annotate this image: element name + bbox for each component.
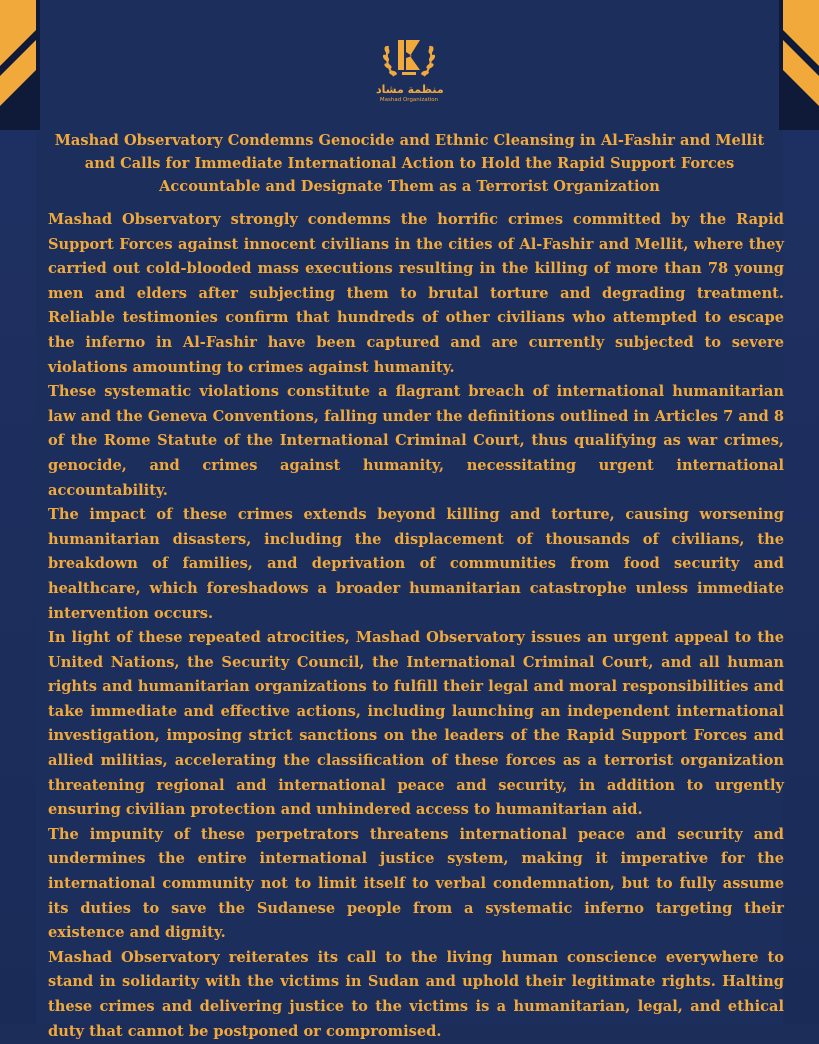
logo-english-name: Mashad Organization bbox=[379, 97, 439, 103]
statement-title: Mashad Observatory Condemns Genocide and Ethnic Cleansing in Al-Fashir and Mellit and Calls for Immediate International Action to Hold the Rapid Support Forces Accountable and Designate Them as a Terrorist Organization bbox=[54, 132, 765, 195]
paragraph: In light of these repeated atrocities, Mashad Observatory issues an urgent appeal to the United Nations, the Security Council, the International Criminal Court, and all human rights and humanitarian organizations to fulfill their legal and moral responsibilities and take immediate and effective actions, including launching an independent international investigation, imposing strict sanctions on the leaders of the Rapid Support Forces and allied militias, accelerating the classification of these forces as a terrorist organization threatening regional and international peace and security, in addition to urgently ensuring civilian protection and unhindered access to humanitarian aid. bbox=[48, 629, 784, 819]
logo-arabic-name: منظمة مشاد bbox=[376, 83, 444, 96]
paragraph: These systematic violations constitute a flagrant breach of international humanitarian law and the Geneva Conventions, falling under the definitions outlined in Articles 7 and 8 of the Rome Statute of the International Criminal Court, thus qualifying as war crimes, genocide, and crimes against humanity, necessitating urgent international accountability. bbox=[48, 383, 784, 499]
decorative-corner-left bbox=[0, 0, 40, 130]
decorative-corner-right bbox=[779, 0, 819, 130]
paragraph: The impunity of these perpetrators threatens international peace and security and undermines the entire international justice system, making it imperative for the international community not to limit itself to verbal condemnation, but to fully assume its duties to save the Sudanese people from a systematic inferno targeting their existence and dignity. bbox=[48, 825, 784, 942]
paragraph: The impact of these crimes extends beyond killing and torture, causing worsening humanitarian disasters, including the displacement of thousands of civilians, the breakdown of families, and deprivation of communities from food security and healthcare, which foreshadows a broader humanitarian catastrophe unless immediate intervention occurs. bbox=[48, 506, 784, 622]
statement-body bbox=[48, 208, 784, 1044]
paragraph: Mashad Observatory strongly condemns the horrific crimes committed by the Rapid Support Forces against innocent civilians in the cities of Al-Fashir and Mellit, where they carried out cold-blooded mass executions resulting in the killing of more than 78 young men and elders after subjecting them to brutal torture and degrading treatment. Reliable testimonies confirm that hundreds of other civilians who attempted to escape the inferno in Al-Fashir have been captured and are currently subjected to severe violations amounting to crimes against humanity. bbox=[48, 211, 784, 376]
laurel-emblem-icon bbox=[380, 30, 438, 84]
mashad-logo bbox=[376, 30, 442, 110]
paragraph: Mashad Observatory reiterates its call to the living human conscience everywhere to stand in solidarity with the victims in Sudan and uphold their legitimate rights. Halting these crimes and delivering justice to the victims is a humanitarian, legal, and ethical duty that cannot be postponed or compromised. bbox=[48, 948, 784, 1040]
